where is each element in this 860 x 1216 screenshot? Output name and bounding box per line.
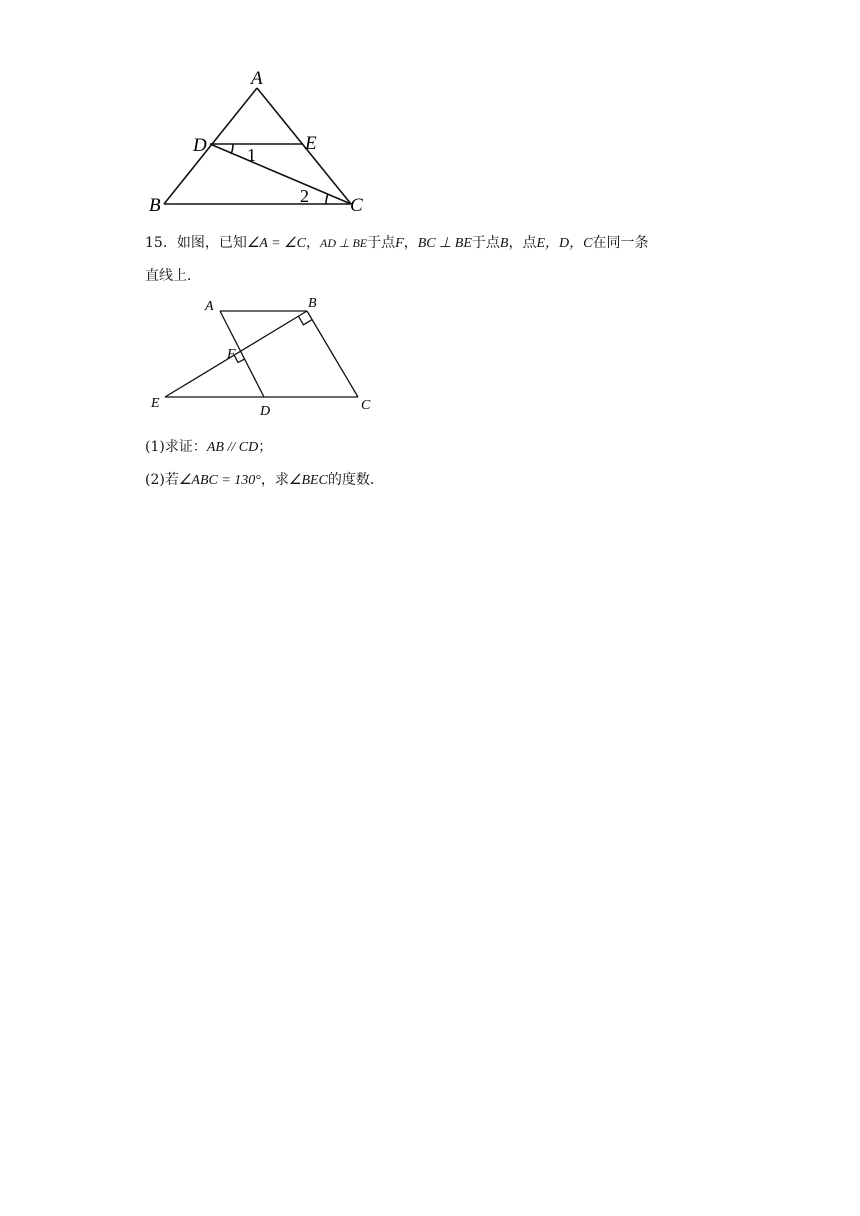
problem-15-line-1: 15．如图，已知∠A = ∠C，AD ⊥ BE于点F，BC ⊥ BE于点B，点E，D，C在同一条 [145, 235, 649, 251]
label-C: C [350, 195, 363, 216]
angle-arc-1 [231, 144, 233, 154]
angle-label-1: 1 [247, 145, 256, 165]
problem-number: 15． [145, 235, 177, 251]
part-2: (2)若∠ABC = 130°，求∠BEC的度数． [145, 472, 384, 488]
segment-BC [307, 311, 358, 397]
part-1: (1)求证：AB // CD； [145, 439, 273, 455]
segment-AB [164, 88, 257, 204]
right-angle-mark-B [298, 316, 312, 325]
label-E: E [151, 396, 160, 411]
label-D: D [193, 135, 207, 156]
label-F: F [227, 347, 236, 362]
label-D: D [260, 404, 271, 419]
problem-15-line-2: 直线上． [145, 268, 201, 284]
angle-arc-2 [326, 194, 328, 204]
label-C: C [361, 398, 371, 413]
label-E: E [305, 133, 317, 154]
label-A: A [205, 299, 214, 314]
figure-quadrilateral [140, 290, 390, 420]
angle-label-2: 2 [300, 186, 309, 206]
label-A: A [251, 68, 263, 89]
label-B: B [149, 195, 161, 216]
segment-EB [165, 311, 307, 397]
figure-triangle [140, 62, 380, 222]
label-B: B [308, 296, 317, 311]
